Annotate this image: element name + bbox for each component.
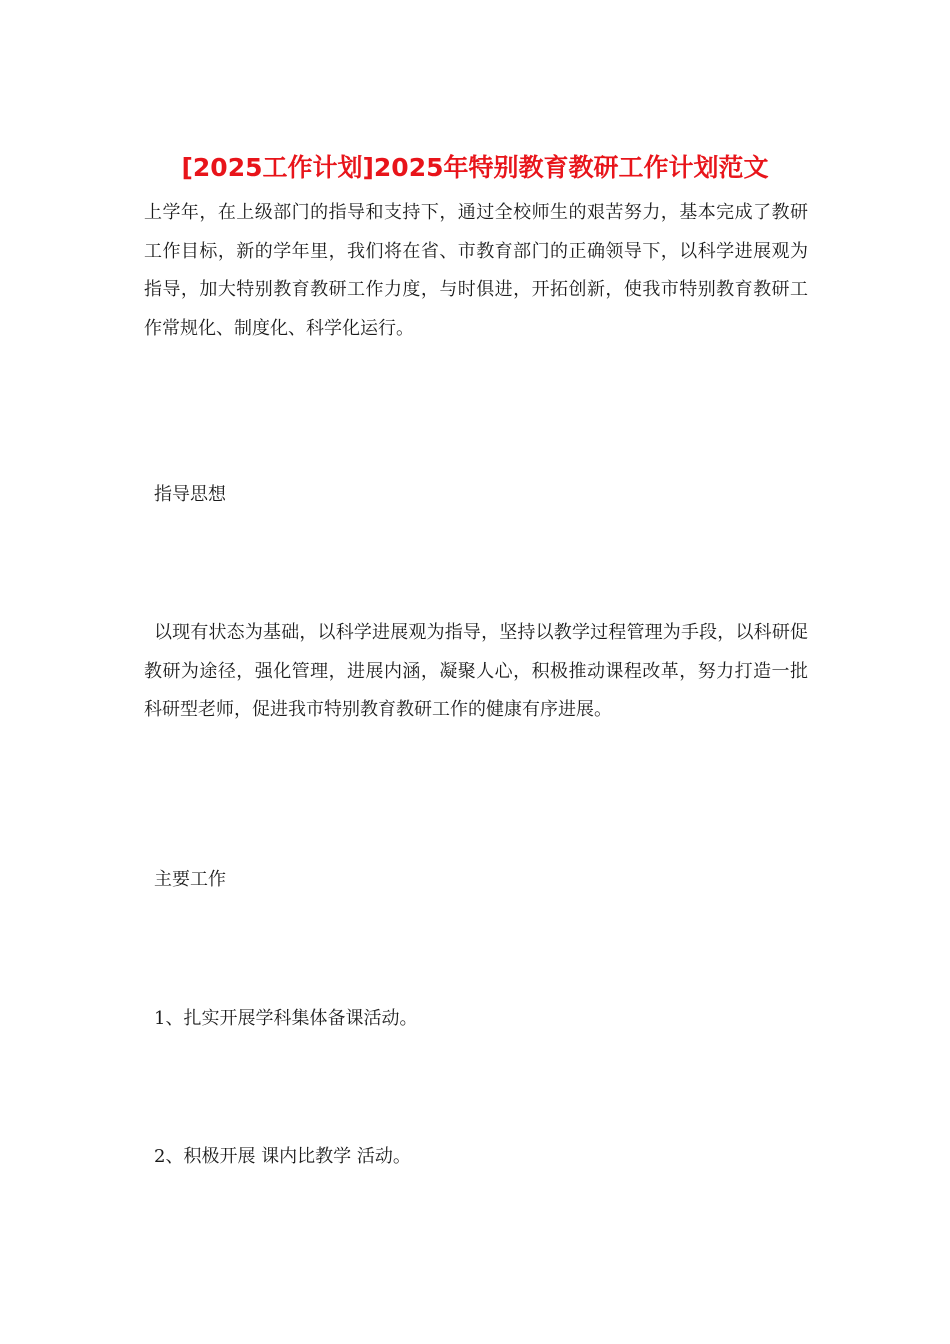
guiding-paragraph: 以现有状态为基础，以科学进展观为指导，坚持以教学过程管理为手段，以科研促教研为途径，强化管理，进展内涵，凝聚人心，积极推动课程改革，努力打造一批科研型老师，促进我市特别教育教研工作的健康有序进展。 [144,622,808,720]
work-item: 2、积极开展 课内比教学 活动。 [154,1146,411,1167]
document-title: [2025工作计划]2025年特别教育教研工作计划范文 [181,153,769,182]
main-work-heading: 主要工作 [154,869,226,890]
guiding-heading: 指导思想 [154,484,226,505]
work-item: 1、扎实开展学科集体备课活动。 [154,1008,418,1029]
intro-paragraph: 上学年，在上级部门的指导和支持下，通过全校师生的艰苦努力，基本完成了教研工作目标，新的学年里，我们将在省、市教育部门的正确领导下，以科学进展观为指导，加大特别教育教研工作力度，与时俱进，开拓创新，使我市特别教育教研工作常规化、制度化、科学化运行。 [144,202,808,339]
